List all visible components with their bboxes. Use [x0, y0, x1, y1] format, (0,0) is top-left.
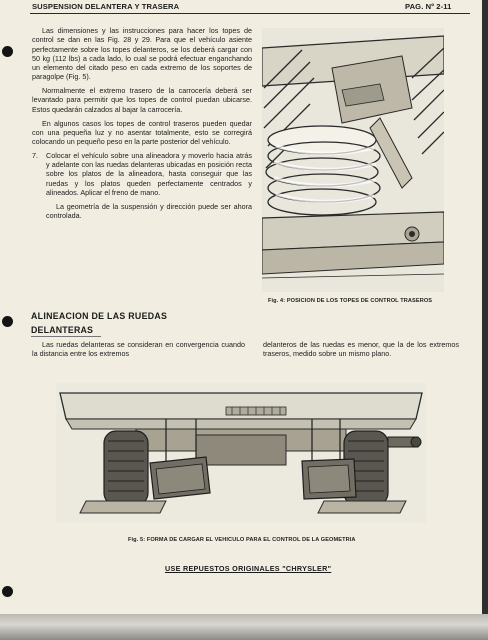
- figure-5-caption: Fig. 5: FORMA DE CARGAR EL VEHICULO PARA EL CONTROL DE LA GEOMETRIA: [128, 537, 356, 543]
- page-number: PAG. Nº 2-11: [405, 2, 452, 11]
- paragraph-raise-body: Normalmente el extremo trasero de la carrocería deberá ser levantado para permitir que los topes de control puedan ubicarse. Estos quedarán calzados al bajar la carrocería.: [32, 86, 252, 114]
- paragraph-geometry-check: La geometría de la suspensión y dirección puede ser ahora controlada.: [46, 201, 252, 221]
- step-7: [32, 151, 252, 197]
- scan-edge: [0, 614, 488, 640]
- paragraph-convergence-right: delanteros de las ruedas es menor, que la de los extremos traseros, medido sobre un mismo plano.: [263, 340, 459, 359]
- paragraph-small-gap: En algunos casos los topes de control traseros pueden quedar con una pequeña luz y no asentar totalmente, esto se corregirá colocando un pequeño peso en la parte posterior del vehículo.: [32, 118, 252, 147]
- step-7-text: Colocar el vehículo sobre una alineadora y moverlo hacia atrás y adelante con las ruedas delanteras ubicadas en posición recta sobre los platos de la alineadora, hasta conseguir que las ruedas y los platos queden perfectamente centrados y alineados. Aplicar el freno de mano.: [46, 150, 252, 197]
- front-bumper-weights-illustration: [56, 383, 426, 523]
- figure-4-caption: Fig. 4: POSICION DE LOS TOPES DE CONTROL TRASEROS: [268, 298, 433, 304]
- section-title: ALINEACION DE LAS RUEDAS: [31, 311, 168, 321]
- step-number: 7.: [32, 150, 38, 160]
- footer-notice: USE REPUESTOS ORIGINALES "CHRYSLER": [165, 564, 332, 573]
- paragraph-convergence-left: Las ruedas delanteras se consideran en convergencia cuando la distancia entre los extremos: [32, 340, 245, 359]
- left-column-text: [32, 26, 252, 225]
- binder-hole: [2, 316, 13, 327]
- binder-hole: [2, 46, 13, 57]
- rear-suspension-coil-spring-illustration: [262, 28, 444, 292]
- section-header: SUSPENSION DELANTERA Y TRASERA: [32, 2, 180, 11]
- header-rule: [30, 13, 470, 14]
- section-subtitle: DELANTERAS: [31, 325, 94, 335]
- paragraph-test-blocks: Las dimensiones y las instrucciones para hacer los topes de control se dan en las Fig. 28 y 29. Para que el vehículo asiente perfectamente sobre los topes delanteros, se los deberá cargar con 50 kg (112 lbs) a cada lado, lo cual se podrá efectuar enganchando un elemento del citado peso en cada extremo de los soportes de paragolpe (Fig. 5).: [32, 26, 252, 82]
- subtitle-rule: [31, 336, 101, 337]
- binder-hole: [2, 586, 13, 597]
